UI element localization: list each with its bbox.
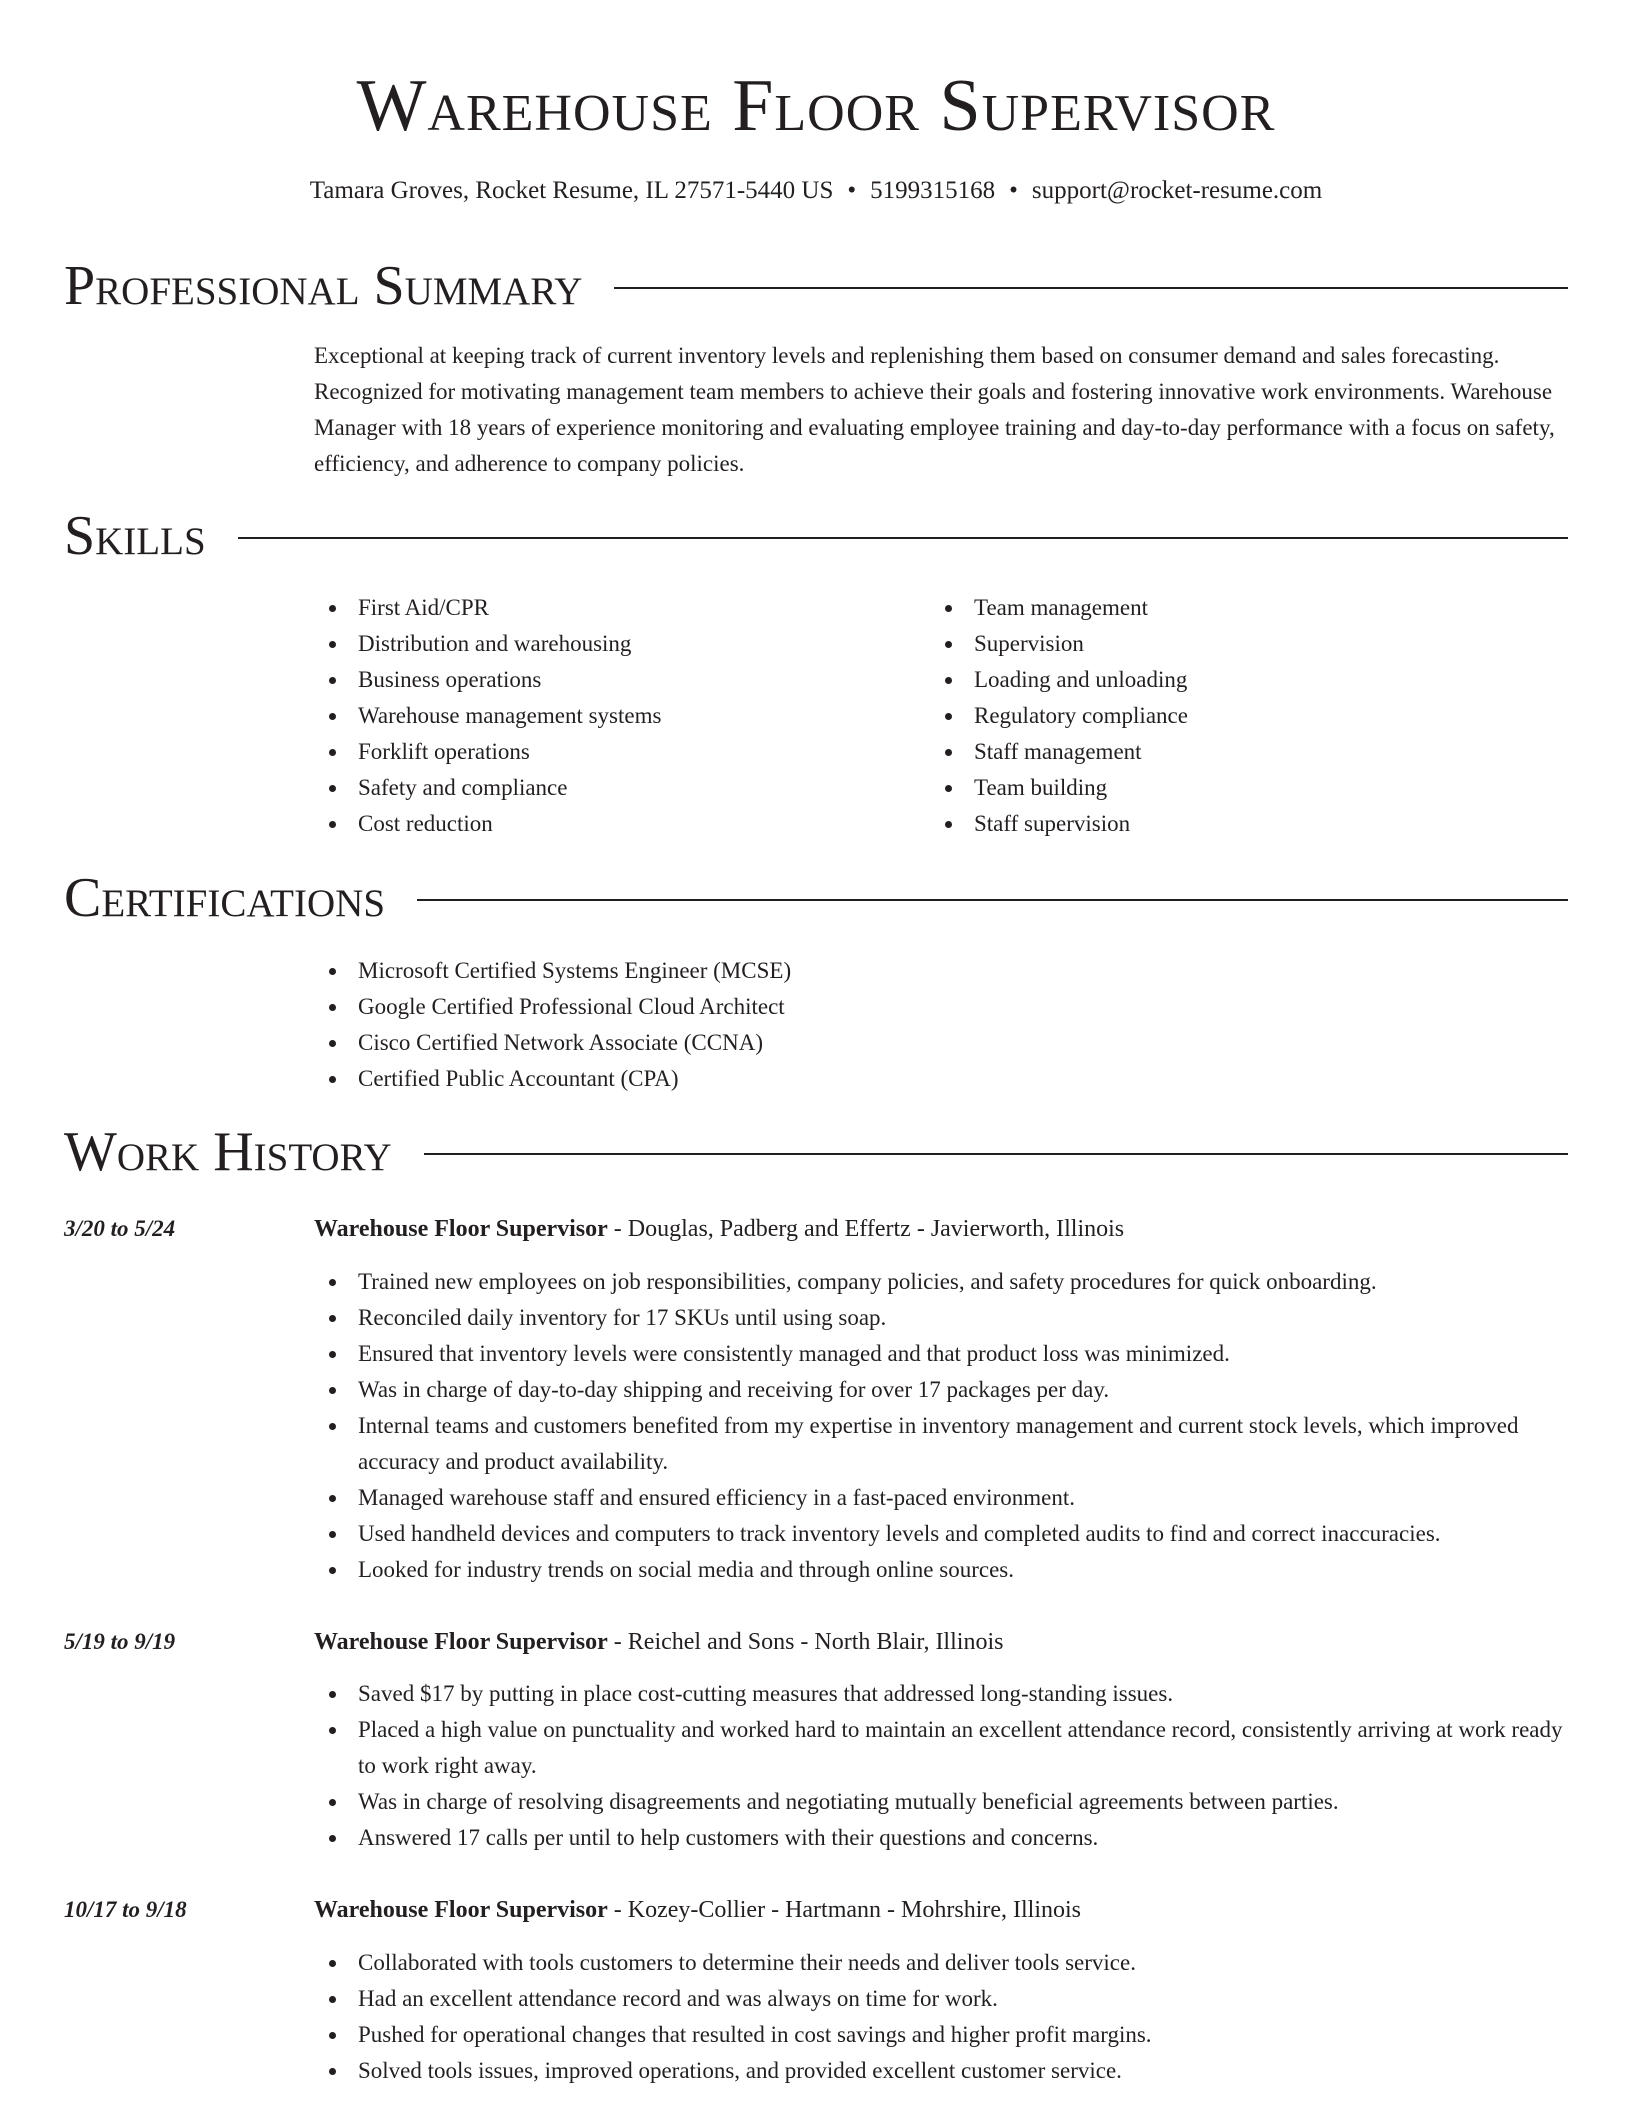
skill-item: Supervision xyxy=(930,626,1530,662)
summary-section-header xyxy=(64,254,1568,318)
job-details: - Douglas, Padberg and Effertz - Javierworth, Illinois xyxy=(607,1216,1125,1242)
job-dates: 3/20 to 5/24 xyxy=(64,1216,176,1241)
skill-item: Cost reduction xyxy=(314,806,914,842)
certifications-list xyxy=(314,953,1314,1097)
job-bullet: Trained new employees on job responsibilities, company policies, and safety procedures for quick onboarding. xyxy=(314,1264,1574,1300)
contact-separator: • xyxy=(1009,177,1018,204)
skills-list-right xyxy=(930,590,1530,842)
skill-item: Forklift operations xyxy=(314,734,914,770)
job-bullet: Managed warehouse staff and ensured efficiency in a fast-paced environment. xyxy=(314,1480,1574,1516)
certification-item: Cisco Certified Network Associate (CCNA) xyxy=(314,1025,1314,1061)
work-history-section-header xyxy=(64,1120,1568,1184)
job-bullet: Placed a high value on punctuality and worked hard to maintain an excellent attendance record, consistently arriving at work ready to work right away. xyxy=(314,1712,1574,1784)
summary-heading: Professional Summary xyxy=(64,255,583,317)
skill-item: Loading and unloading xyxy=(930,662,1530,698)
job-dates: 10/17 to 9/18 xyxy=(64,1897,187,1922)
job-bullet: Collaborated with tools customers to determine their needs and deliver tools service. xyxy=(314,1945,1574,1981)
job-bullet: Saved $17 by putting in place cost-cutting measures that addressed long-standing issues. xyxy=(314,1676,1574,1712)
resume-title: Warehouse Floor Supervisor xyxy=(356,65,1276,147)
contact-email: support@rocket-resume.com xyxy=(1031,177,1323,204)
certification-item: Microsoft Certified Systems Engineer (MCSE) xyxy=(314,953,1314,989)
section-divider xyxy=(238,537,1568,539)
skill-item: First Aid/CPR xyxy=(314,590,914,626)
job-bullet: Used handheld devices and computers to track inventory levels and completed audits to find and correct inaccuracies. xyxy=(314,1516,1574,1552)
certification-item: Google Certified Professional Cloud Architect xyxy=(314,989,1314,1025)
skills-section-header xyxy=(64,504,1568,568)
section-divider xyxy=(417,899,1568,901)
skill-item: Distribution and warehousing xyxy=(314,626,914,662)
certification-item: Certified Public Accountant (CPA) xyxy=(314,1061,1314,1097)
job-bullet-list xyxy=(314,1676,1574,1856)
job-bullet-list xyxy=(314,1264,1574,1588)
job-bullet: Answered 17 calls per until to help customers with their questions and concerns. xyxy=(314,1820,1574,1856)
certifications-heading: Certifications xyxy=(64,867,386,929)
job-details: - Kozey-Collier - Hartmann - Mohrshire, Illinois xyxy=(607,1897,1082,1923)
skill-item: Safety and compliance xyxy=(314,770,914,806)
job-header xyxy=(314,1893,1081,1927)
job-details: - Reichel and Sons - North Blair, Illinois xyxy=(607,1629,1004,1655)
job-bullet: Internal teams and customers benefited from my expertise in inventory management and current stock levels, which improved accuracy and product availability. xyxy=(314,1408,1574,1480)
job-header xyxy=(314,1625,1003,1659)
job-dates: 5/19 to 9/19 xyxy=(64,1629,176,1654)
contact-address: Tamara Groves, Rocket Resume, IL 27571-5440 US xyxy=(309,177,834,204)
contact-separator: • xyxy=(847,177,857,204)
skill-item: Staff management xyxy=(930,734,1530,770)
job-role: Warehouse Floor Supervisor xyxy=(314,1216,608,1242)
contact-line xyxy=(0,174,1632,208)
skill-item: Business operations xyxy=(314,662,914,698)
job-bullet: Was in charge of day-to-day shipping and receiving for over 17 packages per day. xyxy=(314,1372,1574,1408)
job-bullet: Ensured that inventory levels were consistently managed and that product loss was minimized. xyxy=(314,1336,1574,1372)
section-divider xyxy=(614,287,1568,289)
skills-list-left xyxy=(314,590,914,842)
job-bullet-list xyxy=(314,1945,1574,2089)
job-bullet: Was in charge of resolving disagreements and negotiating mutually beneficial agreements between parties. xyxy=(314,1784,1574,1820)
summary-text: Exceptional at keeping track of current inventory levels and replenishing them based on consumer demand and sales forecasting. Recognized for motivating management team members to achieve their goals and fostering innovative work environments. Warehouse Manager with 18 years of experience monitoring and evaluating employee training and day-to-day performance with a focus on safety, efficiency, and adherence to company policies. xyxy=(314,343,1555,476)
job-role: Warehouse Floor Supervisor xyxy=(314,1629,608,1655)
section-divider xyxy=(424,1153,1568,1155)
certifications-section-header xyxy=(64,866,1568,930)
skill-item: Staff supervision xyxy=(930,806,1530,842)
skill-item: Team building xyxy=(930,770,1530,806)
skill-item: Team management xyxy=(930,590,1530,626)
job-bullet: Pushed for operational changes that resulted in cost savings and higher profit margins. xyxy=(314,2017,1574,2053)
job-bullet: Solved tools issues, improved operations, and provided excellent customer service. xyxy=(314,2053,1574,2089)
job-header xyxy=(314,1212,1124,1246)
contact-phone: 5199315168 xyxy=(870,177,996,204)
job-bullet: Had an excellent attendance record and was always on time for work. xyxy=(314,1981,1574,2017)
skill-item: Warehouse management systems xyxy=(314,698,914,734)
job-bullet: Looked for industry trends on social media and through online sources. xyxy=(314,1552,1574,1588)
work-history-heading: Work History xyxy=(64,1121,392,1183)
job-role: Warehouse Floor Supervisor xyxy=(314,1897,608,1923)
job-bullet: Reconciled daily inventory for 17 SKUs until using soap. xyxy=(314,1300,1574,1336)
skills-heading: Skills xyxy=(64,505,206,567)
skill-item: Regulatory compliance xyxy=(930,698,1530,734)
